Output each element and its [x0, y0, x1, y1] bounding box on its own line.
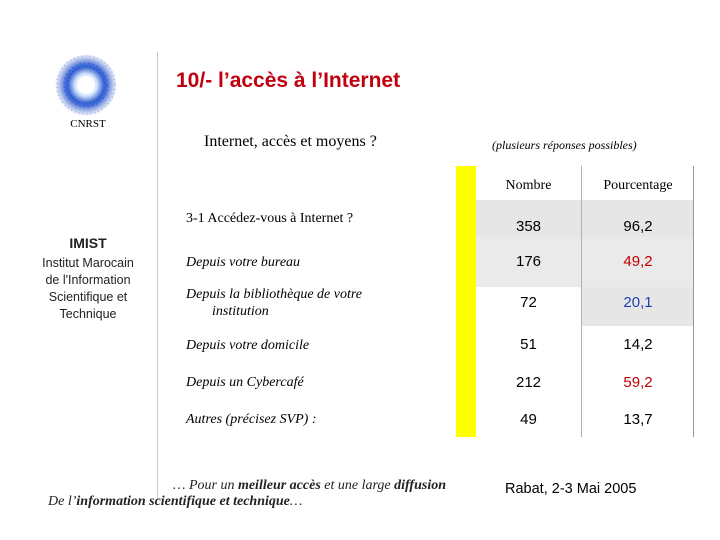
row-label: Autres (précisez SVP) :	[186, 412, 317, 427]
column-header-nombre: Nombre	[505, 178, 552, 193]
footer-line-2	[48, 494, 302, 509]
cell-pourcentage: 96,2	[623, 218, 653, 235]
divider-line	[157, 52, 158, 500]
cell-pourcentage: 20,1	[623, 294, 653, 311]
footer-tagline	[48, 478, 446, 510]
cell-nombre: 176	[515, 253, 542, 270]
org-name-line: Institut Marocain	[42, 256, 134, 270]
slide-subtitle: Internet, accès et moyens ?	[204, 133, 377, 150]
org-acronym: IMIST	[69, 235, 107, 251]
cell-nombre: 49	[520, 411, 537, 428]
row-label-line: Depuis la bibliothèque de votre	[186, 287, 362, 302]
footer-text-bold: information scientifique et technique	[76, 494, 290, 509]
cell-pourcentage: 59,2	[623, 374, 653, 391]
row-label: Depuis un Cybercafé	[186, 375, 304, 390]
footer-text: De l’	[48, 494, 77, 509]
cell-nombre: 72	[520, 294, 537, 311]
responses-note: (plusieurs réponses possibles)	[492, 138, 637, 152]
cell-pourcentage: 14,2	[623, 336, 653, 353]
org-name-line: Technique	[59, 307, 117, 321]
org-name-line: de l'Information	[45, 273, 131, 287]
cnrst-logo-icon	[53, 52, 119, 118]
org-name	[28, 255, 148, 323]
cell-nombre: 358	[515, 218, 542, 235]
row-label: Depuis votre domicile	[186, 338, 310, 353]
footer-line-1	[48, 478, 446, 494]
logo-caption: CNRST	[70, 118, 106, 130]
row-label-line: institution	[212, 304, 269, 319]
column-header-pourcentage: Pourcentage	[603, 178, 673, 193]
footer-text-bold: diffusion	[394, 478, 446, 493]
cell-pourcentage: 13,7	[623, 411, 653, 428]
org-name-line: Scientifique et	[48, 290, 128, 304]
row-label	[186, 286, 362, 320]
cell-nombre: 51	[520, 336, 537, 353]
cell-pourcentage: 49,2	[623, 253, 653, 270]
footer-text: …	[289, 494, 303, 509]
footer-text: et une large	[320, 478, 395, 493]
cell-nombre: 212	[515, 374, 542, 391]
row-label: Depuis votre bureau	[186, 255, 301, 270]
footer-text: … Pour un	[173, 478, 238, 493]
event-date: Rabat, 2-3 Mai 2005	[505, 481, 637, 497]
row-label: 3-1 Accédez-vous à Internet ?	[186, 211, 354, 226]
footer-text-bold: meilleur accès	[237, 478, 321, 493]
slide-title: 10/- l’accès à l’Internet	[176, 69, 401, 92]
